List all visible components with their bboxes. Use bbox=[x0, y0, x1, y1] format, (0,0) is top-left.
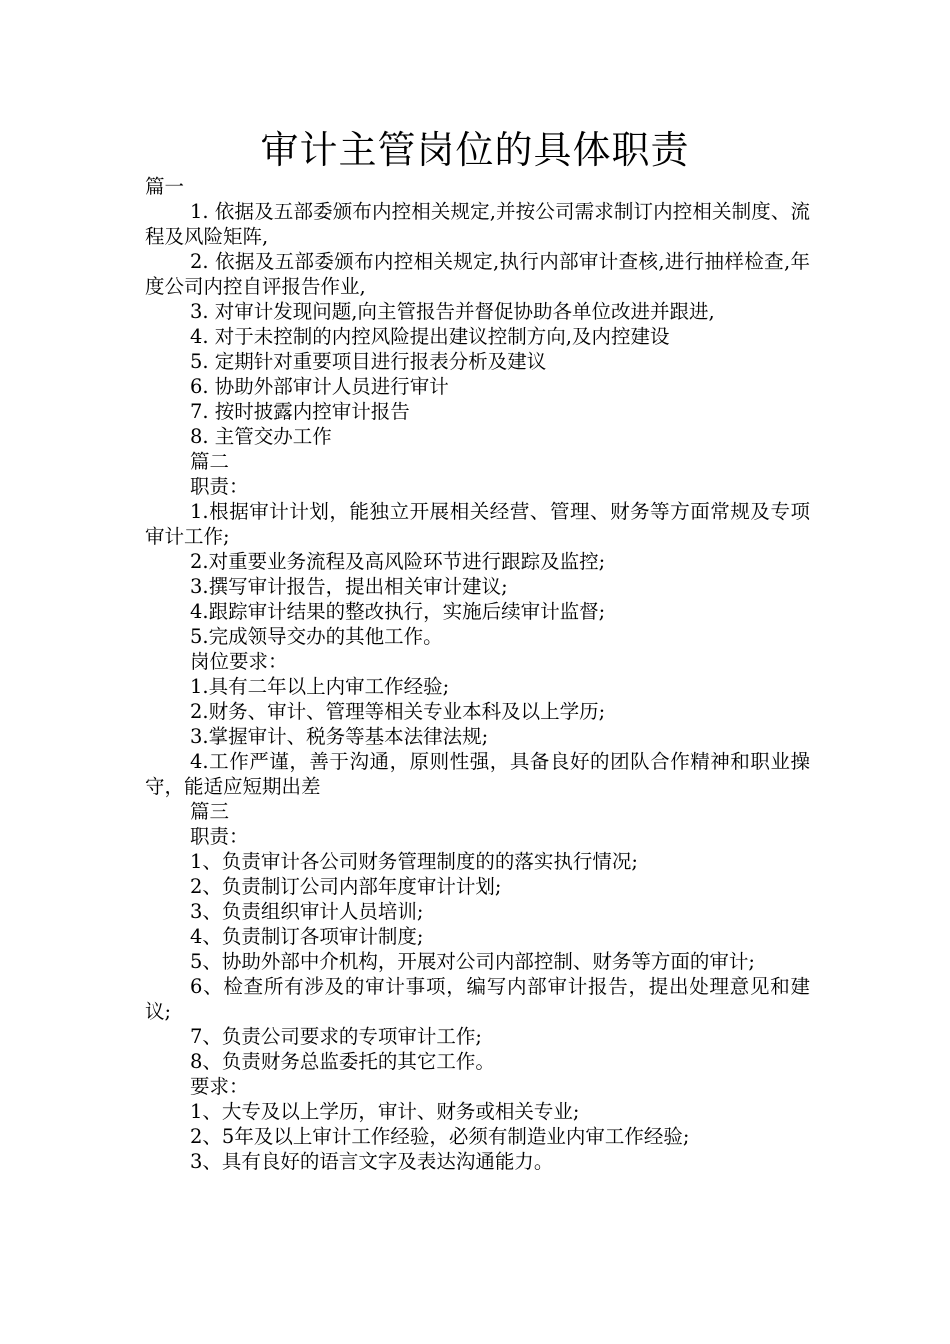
subheading-requirements: 要求： bbox=[190, 1075, 249, 1098]
list-item: 4. 对于未控制的内控风险提出建议控制方向,及内控建设 bbox=[190, 325, 670, 348]
list-item: 2.对重要业务流程及高风险环节进行跟踪及监控; bbox=[190, 550, 606, 573]
list-item: 5、协助外部中介机构，开展对公司内部控制、财务等方面的审计; bbox=[190, 950, 755, 973]
list-item: 2、5年及以上审计工作经验，必须有制造业内审工作经验; bbox=[190, 1125, 690, 1148]
list-item: 3.掌握审计、税务等基本法律法规; bbox=[190, 725, 489, 748]
subheading-duties: 职责： bbox=[190, 475, 249, 498]
list-item: 5. 定期针对重要项目进行报表分析及建议 bbox=[190, 350, 547, 373]
subheading-duties: 职责： bbox=[190, 825, 249, 848]
list-item: 2、负责制订公司内部年度审计计划; bbox=[190, 875, 502, 898]
section-heading-1: 篇一 bbox=[145, 175, 185, 198]
list-item: 1、负责审计各公司财务管理制度的的落实执行情况; bbox=[190, 850, 638, 873]
section-heading-2: 篇二 bbox=[190, 450, 230, 473]
list-item: 1、大专及以上学历，审计、财务或相关专业; bbox=[190, 1100, 580, 1123]
list-item: 7、负责公司要求的专项审计工作; bbox=[190, 1025, 482, 1048]
document-body bbox=[145, 174, 810, 1174]
subheading-requirements: 岗位要求： bbox=[190, 650, 288, 673]
list-item: 8、负责财务总监委托的其它工作。 bbox=[190, 1050, 495, 1073]
list-item: 2. 依据及五部委颁布内控相关规定,执行内部审计查核,进行抽样检查,年度公司内控自评报告作业, bbox=[145, 250, 810, 298]
list-item: 5.完成领导交办的其他工作。 bbox=[190, 625, 443, 648]
list-item: 3. 对审计发现问题,向主管报告并督促协助各单位改进并跟进, bbox=[190, 300, 715, 323]
list-item: 3.撰写审计报告，提出相关审计建议; bbox=[190, 575, 508, 598]
list-item: 4、负责制订各项审计制度; bbox=[190, 925, 424, 948]
list-item: 6、检查所有涉及的审计事项，编写内部审计报告，提出处理意见和建议; bbox=[145, 975, 810, 1023]
list-item: 4.工作严谨，善于沟通，原则性强，具备良好的团队合作精神和职业操守，能适应短期出差 bbox=[145, 750, 810, 798]
list-item: 2.财务、审计、管理等相关专业本科及以上学历; bbox=[190, 700, 606, 723]
list-item: 3、具有良好的语言文字及表达沟通能力。 bbox=[190, 1150, 554, 1173]
document-title: 审计主管岗位的具体职责 bbox=[260, 128, 690, 172]
list-item: 1.具有二年以上内审工作经验; bbox=[190, 675, 450, 698]
list-item: 8. 主管交办工作 bbox=[190, 425, 332, 448]
list-item: 1. 依据及五部委颁布内控相关规定,并按公司需求制订内控相关制度、流程及风险矩阵, bbox=[145, 200, 810, 248]
list-item: 6. 协助外部审计人员进行审计 bbox=[190, 375, 449, 398]
list-item: 7. 按时披露内控审计报告 bbox=[190, 400, 410, 423]
list-item: 4.跟踪审计结果的整改执行，实施后续审计监督; bbox=[190, 600, 606, 623]
list-item: 3、负责组织审计人员培训; bbox=[190, 900, 424, 923]
section-heading-3: 篇三 bbox=[190, 800, 230, 823]
list-item: 1.根据审计计划，能独立开展相关经营、管理、财务等方面常规及专项审计工作; bbox=[145, 500, 810, 548]
